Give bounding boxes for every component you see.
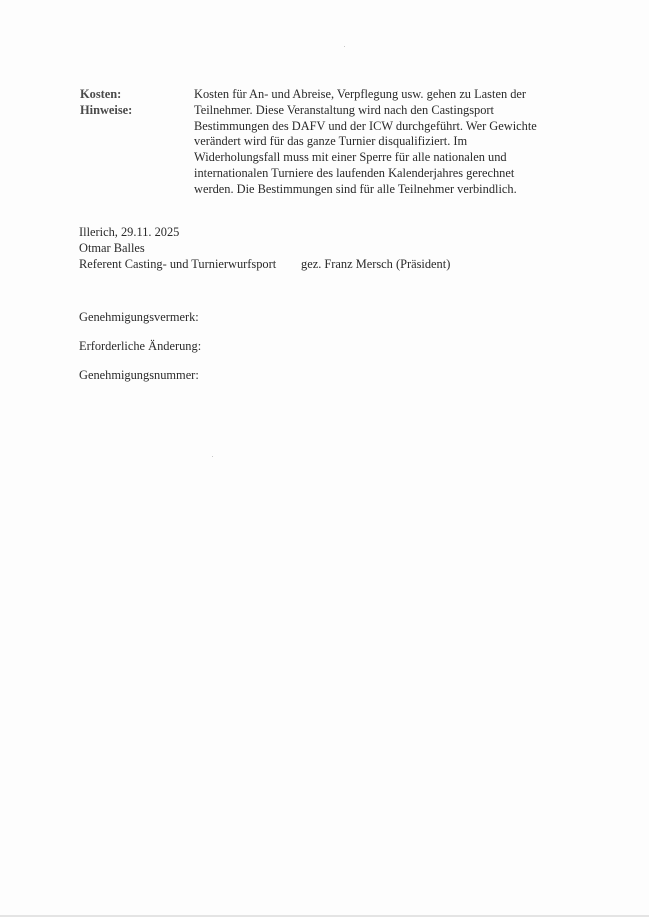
notes-label: Hinweise: xyxy=(80,102,133,117)
terms-line: internationalen Turniere des laufenden Kalenderjahres gerechnet xyxy=(194,165,515,180)
terms-line: werden. Die Bestimmungen sind für alle Teilnehmer verbindlich. xyxy=(194,181,517,196)
terms-line: Teilnehmer. Diese Veranstaltung wird nach den Castingsport xyxy=(194,102,494,117)
signer-name: Otmar Balles xyxy=(79,240,145,255)
approval-number-field: Genehmigungsnummer: xyxy=(79,368,199,382)
terms-line: verändert wird für das ganze Turnier disqualifiziert. Im xyxy=(194,134,468,149)
required-change-field: Erforderliche Änderung: xyxy=(79,339,202,353)
approval-note-field: Genehmigungsvermerk: xyxy=(79,310,199,324)
place-date: Illerich, 29.11. 2025 xyxy=(79,225,180,239)
signer-role-line xyxy=(79,257,450,273)
signer-role: Referent Casting- und Turnierwurfsport xyxy=(79,256,277,271)
president-signature: gez. Franz Mersch (Präsident) xyxy=(301,256,451,271)
terms-line: Widerholungsfall muss mit einer Sperre für alle nationalen und xyxy=(194,150,507,165)
terms-line: Bestimmungen des DAFV und der ICW durchgeführt. Wer Gewichte xyxy=(194,118,537,133)
label-column xyxy=(80,87,132,119)
costs-label: Kosten: xyxy=(80,87,122,101)
terms-paragraph xyxy=(194,87,554,198)
terms-line: Kosten für An- und Abreise, Verpflegung usw. gehen zu Lasten der xyxy=(194,87,527,101)
signature-block xyxy=(79,225,450,272)
scan-speck xyxy=(344,46,345,47)
scan-speck xyxy=(212,456,213,457)
